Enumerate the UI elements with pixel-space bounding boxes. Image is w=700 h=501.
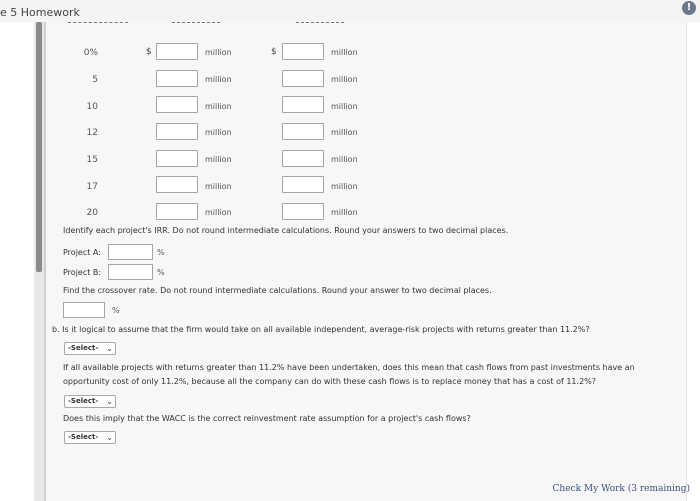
scrollbar-thumb[interactable]: [36, 22, 42, 272]
npv-b-input[interactable]: [282, 96, 324, 113]
unit-label: million: [205, 75, 232, 84]
unit-label: million: [331, 75, 358, 84]
discount-rate: 12: [86, 128, 98, 138]
select-label: -Select-: [68, 397, 99, 405]
npv-b-input[interactable]: [282, 176, 324, 193]
select-dropdown-2[interactable]: [64, 395, 116, 408]
irr-b-input[interactable]: [108, 264, 153, 280]
select-label: -Select-: [68, 344, 99, 352]
select-label: -Select-: [68, 433, 99, 441]
npv-b-input[interactable]: [282, 150, 324, 167]
chevron-down-icon: ⌄: [106, 344, 113, 353]
project-a-label: Project A:: [63, 248, 101, 257]
npv-b-input[interactable]: [282, 70, 324, 87]
npv-a-input[interactable]: [156, 150, 198, 167]
unit-label: million: [205, 48, 232, 57]
part-b-question-2-line1: If all available projects with returns greater than 11.2% have been undertaken, does this mean that cash flows from past investments have an: [63, 363, 635, 372]
discount-rate: 17: [86, 182, 98, 192]
part-b-question-3: Does this imply that the WACC is the correct reinvestment rate assumption for a project's cash flows?: [63, 414, 471, 423]
discount-rate: 10: [86, 102, 98, 112]
npv-a-input[interactable]: [156, 176, 198, 193]
select-dropdown-3[interactable]: [64, 431, 116, 444]
table-header-cut: [172, 22, 220, 28]
unit-label: million: [331, 155, 358, 164]
unit-label: million: [205, 208, 232, 217]
percent-sign: %: [157, 248, 165, 257]
unit-label: million: [205, 128, 232, 137]
discount-rate: 5: [92, 75, 98, 85]
part-b-question: b. Is it logical to assume that the firm would take on all available independent, average-risk projects with returns greater than 11.2%?: [52, 325, 590, 334]
irr-a-input[interactable]: [108, 244, 153, 260]
npv-a-input[interactable]: [156, 123, 198, 140]
project-b-label: Project B:: [63, 268, 102, 277]
percent-sign: %: [157, 268, 165, 277]
title-bar: [0, 0, 700, 22]
discount-rate: 0%: [83, 48, 98, 58]
frame-divider-right: [686, 22, 687, 501]
dollar-sign: $: [146, 47, 152, 57]
unit-label: million: [331, 128, 358, 137]
crossover-input[interactable]: [63, 302, 105, 318]
unit-label: million: [331, 48, 358, 57]
npv-a-input[interactable]: [156, 203, 198, 220]
unit-label: million: [331, 208, 358, 217]
chevron-down-icon: ⌄: [106, 397, 113, 406]
unit-label: million: [331, 182, 358, 191]
unit-label: million: [205, 102, 232, 111]
npv-a-input[interactable]: [156, 96, 198, 113]
table-header-cut: [68, 22, 128, 28]
discount-rate: 15: [86, 155, 98, 165]
check-my-work-link[interactable]: Check My Work (3 remaining): [552, 484, 690, 494]
chevron-down-icon: ⌄: [106, 433, 113, 442]
unit-label: million: [331, 102, 358, 111]
table-header-cut: [296, 22, 344, 28]
dollar-sign: $: [271, 47, 277, 57]
irr-instruction: Identify each project's IRR. Do not round intermediate calculations. Round your answers to two decimal places.: [63, 226, 509, 235]
percent-sign: %: [112, 306, 120, 315]
npv-b-input[interactable]: [282, 123, 324, 140]
npv-a-input[interactable]: [156, 43, 198, 60]
part-b-question-2-line2: opportunity cost of only 11.2%, because all the company can do with these cash flows is to replace money that has a cost of 11.2%?: [63, 377, 597, 386]
npv-a-input[interactable]: [156, 70, 198, 87]
page-title: e 5 Homework: [0, 6, 80, 19]
info-icon[interactable]: !: [682, 1, 696, 15]
unit-label: million: [205, 182, 232, 191]
crossover-instruction: Find the crossover rate. Do not round intermediate calculations. Round your answer to two decimal places.: [63, 286, 492, 295]
npv-b-input[interactable]: [282, 203, 324, 220]
content-area: [46, 22, 686, 501]
unit-label: million: [205, 155, 232, 164]
discount-rate: 20: [86, 208, 98, 218]
select-dropdown-1[interactable]: [64, 342, 116, 355]
npv-b-input[interactable]: [282, 43, 324, 60]
